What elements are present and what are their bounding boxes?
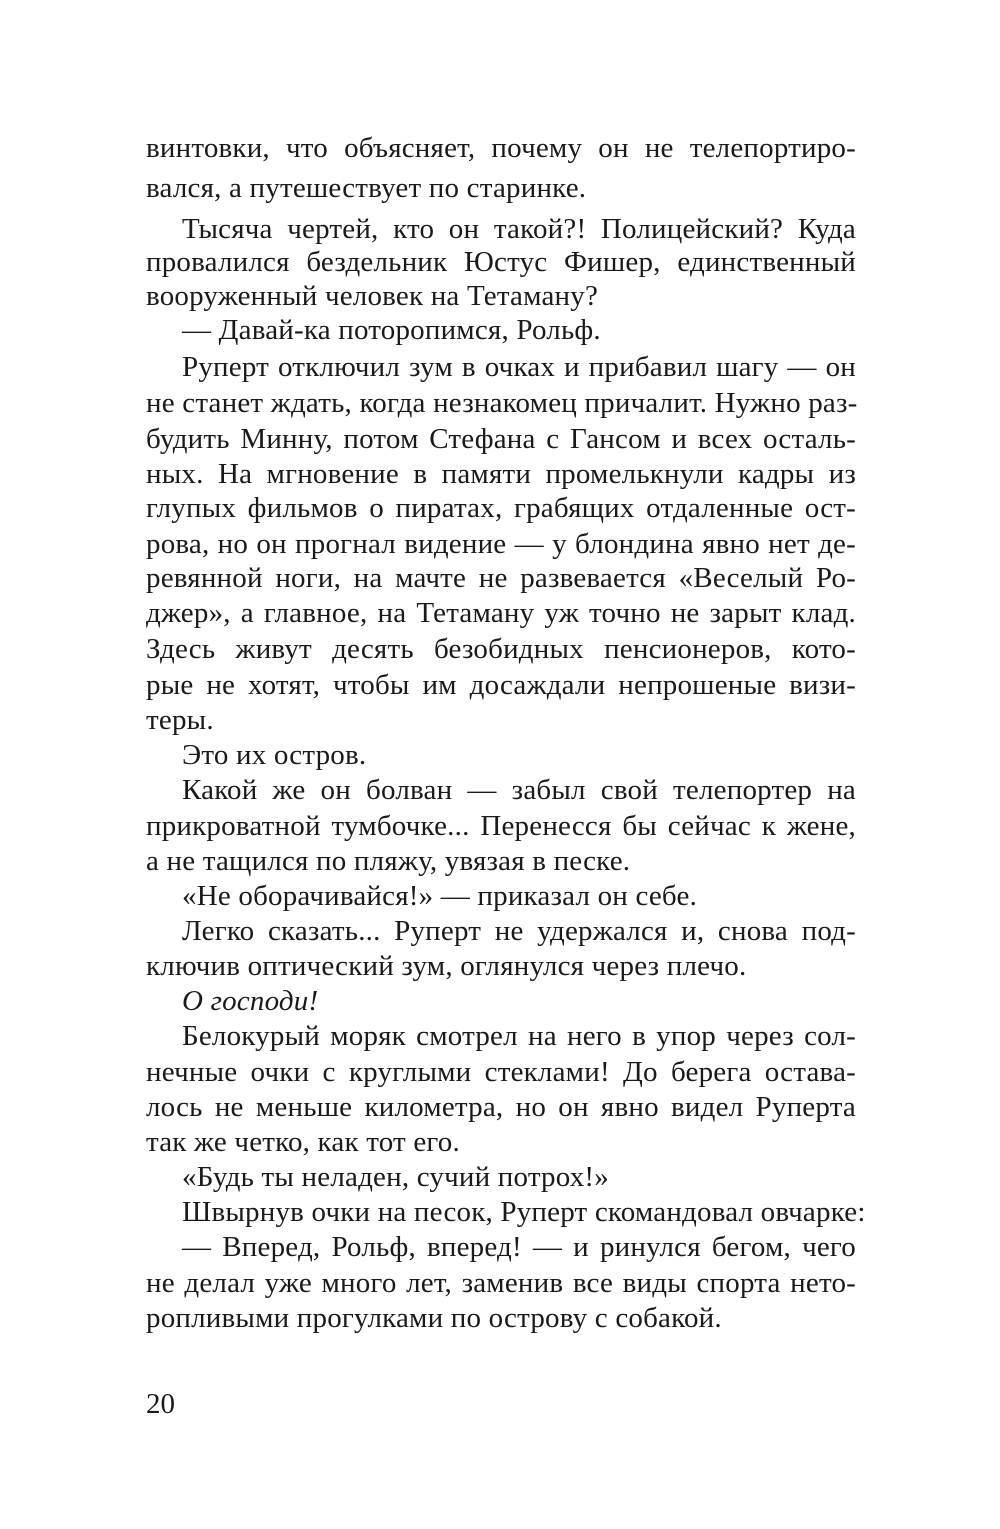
text-line: прикроватной тумбочке... Перенесся бы сейчас к жене, <box>146 810 856 842</box>
text-line: провалился бездельник Юстус Фишер, единственный <box>146 246 856 278</box>
text-line: Это их остров. <box>182 739 367 771</box>
text-line: ных. На мгновение в памяти промелькнули кадры из <box>146 458 856 490</box>
text-line: будить Минну, потом Стефана с Гансом и всех осталь- <box>146 423 856 455</box>
text-line: Тысяча чертей, кто он такой?! Полицейский? Куда <box>182 213 856 245</box>
text-line: ревянной ноги, на мачте не развевается «Веселый Ро- <box>146 562 856 594</box>
text-line: Здесь живут десять безобидных пенсионеров, кото- <box>146 633 856 665</box>
text-line: вался, а путешествует по старинке. <box>146 172 587 204</box>
text-line: ключив оптический зум, оглянулся через плечо. <box>146 950 747 982</box>
text-line: ропливыми прогулками по острову с собакой. <box>146 1302 722 1334</box>
text-line: теры. <box>146 704 214 736</box>
text-line: — Давай-ка поторопимся, Рольф. <box>182 314 601 346</box>
text-line: а не тащился по пляжу, увязая в песке. <box>146 845 631 877</box>
text-line: Какой же он болван — забыл свой телепортер на <box>182 774 856 806</box>
text-line: джер», а главное, на Тетаману уж точно не зарыт клад. <box>146 597 856 629</box>
text-line: Легко сказать... Руперт не удержался и, снова под- <box>182 915 856 947</box>
text-line: рова, но он прогнал видение — у блондина явно нет де- <box>146 528 856 560</box>
page-number: 20 <box>146 1388 175 1420</box>
text-line: нечные очки с круглыми стеклами! До берега остава- <box>146 1056 856 1088</box>
text-line: так же четко, как тот его. <box>146 1126 460 1158</box>
text-line: рые не хотят, чтобы им досаждали непрошеные визи- <box>146 669 856 701</box>
text-line: винтовки, что объясняет, почему он не телепортиро- <box>146 132 856 164</box>
text-line: лось не меньше километра, но он явно видел Руперта <box>146 1091 856 1123</box>
text-line: Белокурый моряк смотрел на него в упор через сол- <box>182 1020 856 1052</box>
italic-exclamation-line: О господи! <box>182 985 319 1017</box>
text-line: «Не оборачивайся!» — приказал он себе. <box>182 880 698 912</box>
text-line: вооруженный человек на Тетаману? <box>146 280 599 312</box>
text-line: Руперт отключил зум в очках и прибавил шагу — он <box>182 351 856 383</box>
text-line: «Будь ты неладен, сучий потрох!» <box>182 1161 609 1193</box>
text-line: не делал уже много лет, заменив все виды спорта нето- <box>146 1267 856 1299</box>
text-line: — Вперед, Рольф, вперед! — и ринулся бегом, чего <box>182 1231 856 1263</box>
text-line: Швырнув очки на песок, Руперт скомандовал овчарке: <box>182 1196 866 1228</box>
text-line: не станет ждать, когда незнакомец причалит. Нужно раз- <box>146 387 858 419</box>
text-line: глупых фильмов о пиратах, грабящих отдаленные ост- <box>146 492 856 524</box>
